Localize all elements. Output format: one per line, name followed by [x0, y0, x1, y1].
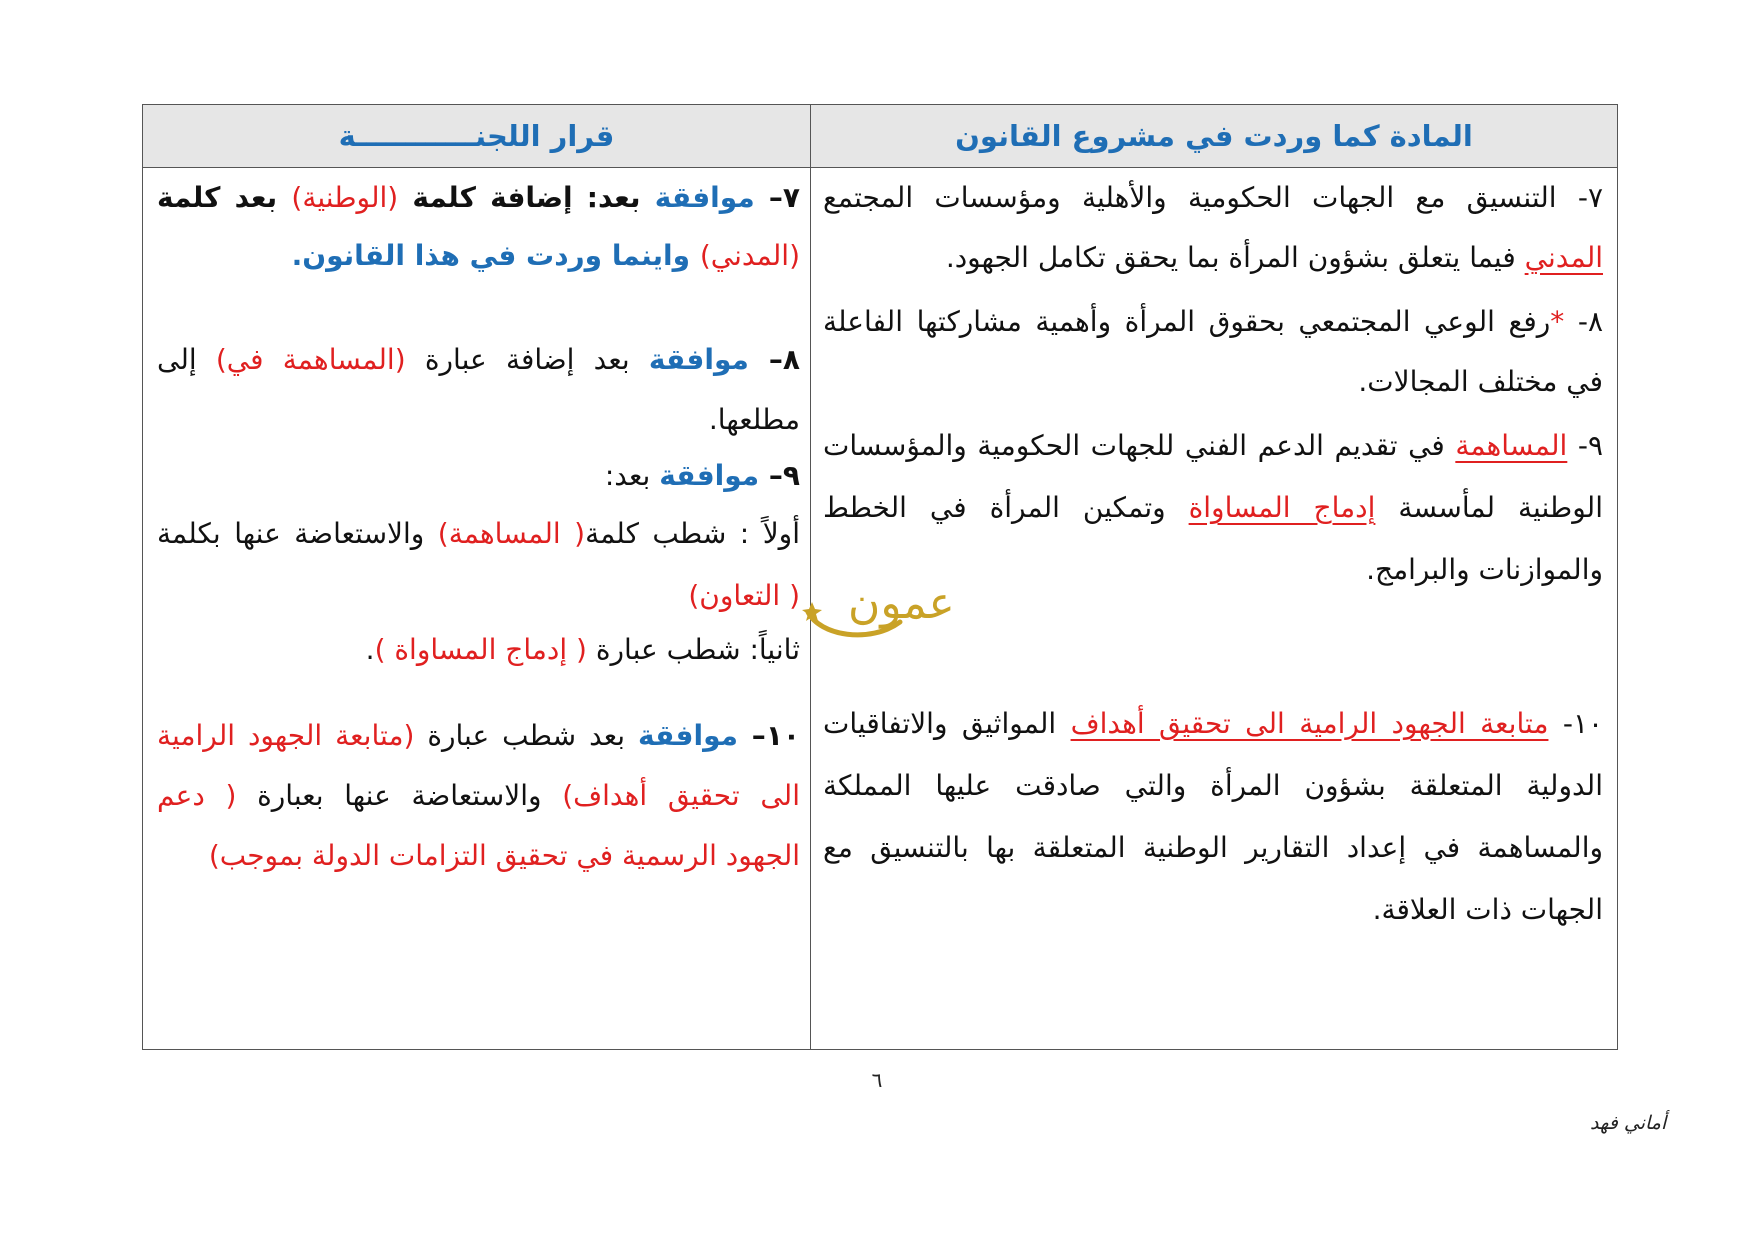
article-8-line1: ٨- *رفع الوعي المجتمعي بحقوق المرأة وأهمية مشاركتها الفاعلة [823, 305, 1603, 338]
article-8-line2: في مختلف المجالات. [1358, 365, 1603, 398]
article-10-line3: والمساهمة في إعداد التقارير الوطنية المتعلقة بها بالتنسيق مع [823, 831, 1603, 864]
article-10-line4: الجهات ذات العلاقة. [1372, 893, 1603, 926]
decision-7-line1: ٧– موافقة بعد: إضافة كلمة (الوطنية) بعد كلمة [157, 181, 800, 214]
decision-8-line2: مطلعها. [708, 403, 800, 436]
article-9-line3: والموازنات والبرامج. [1366, 553, 1603, 586]
decision-9-first-cont: ( التعاون) [688, 579, 800, 612]
decision-10-line2: الى تحقيق أهداف) والاستعاضة عنها بعبارة ( دعم [157, 779, 800, 812]
header-committee-decision: قرار اللجنــــــــــــة [338, 119, 615, 153]
article-7-line2: المدني فيما يتعلق بشؤون المرأة بما يحقق تكامل الجهود. [945, 241, 1603, 274]
decision-8-line1: ٨– موافقة بعد إضافة عبارة (المساهمة في) إلى [157, 343, 801, 376]
decision-9-second: ثانياً: شطب عبارة ( إدماج المساواة ). [365, 633, 800, 666]
decision-10-line3: الجهود الرسمية في تحقيق التزامات الدولة بموجب) [208, 839, 800, 872]
header-law-article: المادة كما وردت في مشروع القانون [955, 119, 1473, 153]
ammon-watermark-logo: عمون [790, 578, 970, 658]
page-number: ٦ [871, 1068, 883, 1092]
decision-9-first: أولاً : شطب كلمة( المساهمة) والاستعاضة عنها بكلمة [157, 517, 800, 550]
comparison-table [142, 104, 1618, 1050]
article-10-line2: الدولية المتعلقة بشؤون المرأة والتي صادقت عليها المملكة [823, 769, 1603, 802]
decision-7-line2: (المدني) واينما وردت في هذا القانون. [291, 239, 800, 272]
article-10-line1: ١٠- متابعة الجهود الرامية الى تحقيق أهداف المواثيق والاتفاقيات [823, 707, 1604, 740]
watermark-swoosh-icon [790, 578, 970, 658]
article-9-line1: ٩- المساهمة في تقديم الدعم الفني للجهات الحكومية والمؤسسات [823, 429, 1603, 462]
decision-9-line1: ٩– موافقة بعد: [604, 459, 800, 492]
article-7-line1: ٧- التنسيق مع الجهات الحكومية والأهلية ومؤسسات المجتمع [823, 181, 1603, 214]
table-header [143, 105, 1617, 168]
decision-10-line1: ١٠– موافقة بعد شطب عبارة (متابعة الجهود الرامية [157, 719, 800, 752]
author-signature: أماني فهد [1590, 1112, 1667, 1134]
article-9-line2: الوطنية لمأسسة إدماج المساواة وتمكين المرأة في الخطط [823, 491, 1603, 524]
committee-decision-column [143, 167, 810, 1049]
